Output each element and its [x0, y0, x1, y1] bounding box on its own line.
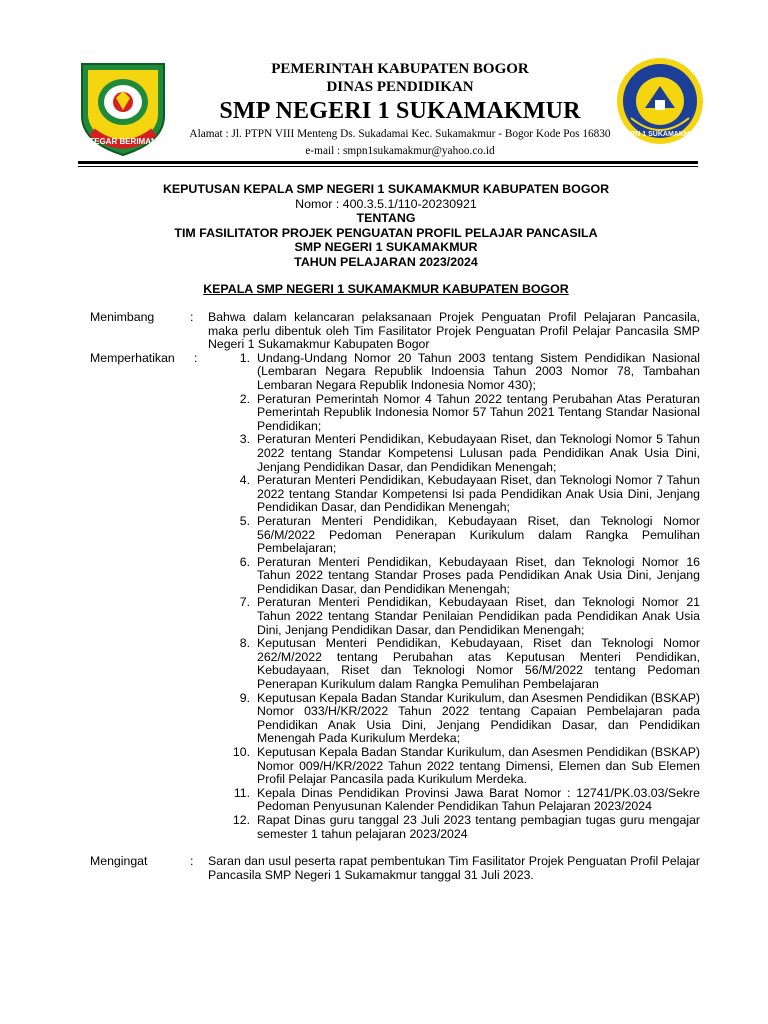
memperhatikan-label: Memperhatikan	[90, 350, 175, 365]
list-item-text: Peraturan Menteri Pendidikan, Kebudayaan Riset, dan Teknologi Nomor 7 Tahun 2022 tentang Standar Kompetensi Isi pada Pendidikan Anak Usia Dini, Jenjang Pendidikan Dasar, dan Pendidikan Menengah;	[257, 473, 700, 515]
list-item-text: Peraturan Menteri Pendidikan, Kebudayaan Riset, dan Teknologi Nomor 5 Tahun 2022 tentang Standar Kompetensi Lulusan pada Pendidikan Anak Usia Dini, Jenjang Pendidikan Dasar, dan Pendidikan Menengah;	[257, 432, 700, 474]
list-item	[228, 596, 700, 637]
decree-number: Nomor : 400.3.5.1/110-20230921	[295, 196, 477, 211]
list-item	[228, 393, 700, 434]
list-item-number: 3.	[239, 432, 250, 447]
decree-subject: TIM FASILITATOR PROJEK PENGUATAN PROFIL PELAJAR PANCASILA	[174, 225, 598, 240]
email-line: e-mail : smpn1sukamakmur@yahoo.co.id	[305, 145, 495, 157]
list-item	[228, 433, 700, 474]
list-item-text: Peraturan Menteri Pendidikan, Kebudayaan Riset, dan Teknologi Nomor 16 Tahun 2022 tentang Standar Proses pada Pendidikan Anak Usia Dini, Jenjang Pendidikan Dasar, dan Pendidikan Menengah;	[257, 554, 700, 596]
list-item	[228, 814, 700, 841]
list-item	[228, 692, 700, 746]
list-item-number: 7.	[239, 595, 250, 610]
list-item-text: Keputusan Kepala Badan Standar Kurikulum, dan Asesmen Pendidikan (BSKAP) Nomor 009/H/KR/2022 Tahun 2022 tentang Dimensi, Elemen dan Sub Elemen Profil Pelajar Pancasila pada Kurikulum Merdeka.	[257, 745, 700, 787]
decree-school: SMP NEGERI 1 SUKAMAKMUR	[294, 240, 478, 255]
list-item-number: 5.	[239, 513, 250, 528]
school-name: SMP NEGERI 1 SUKAMAKMUR	[219, 98, 581, 124]
decree-title	[70, 182, 702, 270]
list-item	[228, 746, 700, 787]
list-item-text: Peraturan Pemerintah Nomor 4 Tahun 2022 tentang Perubahan Atas Peraturan Pemerintah Republik Indonesia Nomor 57 Tahun 2021 Tentang Standar Nasional Pendidikan;	[257, 391, 700, 433]
memperhatikan-list	[228, 352, 700, 841]
list-item-number: 12.	[232, 812, 250, 827]
address-line: Alamat : Jl. PTPN VIII Menteng Ds. Sukadamai Kec. Sukamakmur - Bogor Kode Pos 16830	[189, 128, 611, 140]
decree-body	[90, 311, 700, 882]
mengingat-section	[90, 855, 700, 882]
list-item-number: 11.	[233, 785, 250, 800]
list-item-number: 6.	[239, 554, 250, 569]
menimbang-label: Menimbang	[90, 310, 155, 324]
memperhatikan-colon: :	[194, 350, 198, 365]
list-item	[228, 637, 700, 691]
list-item	[228, 474, 700, 515]
list-item-number: 4.	[239, 473, 250, 488]
svg-text:SMPN 1 SUKAMAKMUR: SMPN 1 SUKAMAKMUR	[620, 131, 700, 138]
letterhead-divider-thick	[78, 161, 698, 164]
list-item	[228, 556, 700, 597]
list-item-text: Undang-Undang Nomor 20 Tahun 2003 tentang Sistem Pendidikan Nasional (Lembaran Negara Republik Indoensia Tahun 2003 Nomor 78, Tambahan Lembaran Negara Republik Indonesia Nomor 430);	[257, 350, 700, 392]
menimbang-section	[90, 311, 700, 352]
section-spacer	[90, 841, 700, 855]
list-item-text: Rapat Dinas guru tanggal 23 Juli 2023 tentang pembagian tugas guru mengajar semester 1 tahun pelajaran 2023/2024	[257, 812, 700, 841]
list-item	[228, 515, 700, 556]
letterhead-divider-thin	[78, 166, 698, 167]
memperhatikan-section	[90, 352, 700, 841]
list-item-text: Peraturan Menteri Pendidikan, Kebudayaan Riset, dan Teknologi Nomor 21 Tahun 2022 tentang Standar Penilaian Pendidikan pada Pendidikan Anak Usia Dini, Jenjang Pendidikan Dasar, dan Pendidikan Menengah;	[257, 595, 700, 637]
bogor-regency-emblem-icon	[78, 58, 168, 158]
mengingat-colon: :	[190, 854, 194, 869]
government-line: PEMERINTAH KABUPATEN BOGOR	[271, 61, 529, 77]
list-item-text: Kepala Dinas Pendidikan Provinsi Jawa Barat Nomor : 12741/PK.03.03/Sekre Pedoman Penyusunan Kalender Pendidikan Tahun Pelajaran 2023/2024	[257, 785, 700, 814]
department-line: DINAS PENDIDIKAN	[326, 79, 474, 95]
list-item	[228, 352, 700, 393]
list-item-number: 2.	[239, 391, 250, 406]
letterhead	[170, 60, 630, 160]
list-item-number: 8.	[239, 636, 250, 651]
menimbang-colon: :	[190, 310, 194, 324]
list-item-number: 1.	[239, 350, 250, 365]
list-item	[228, 787, 700, 814]
decree-year: TAHUN PELAJARAN 2023/2024	[294, 254, 478, 269]
decree-tentang: TENTANG	[356, 211, 416, 226]
decree-heading: KEPUTUSAN KEPALA SMP NEGERI 1 SUKAMAKMUR KABUPATEN BOGOR	[162, 182, 610, 196]
menimbang-text: Bahwa dalam kelancaran pelaksanaan Projek Penguatan Profil Pelajaran Pancasila, maka perlu dibentuk oleh Tim Fasilitator Projek Penguatan Profil Pelajar Pancasila SMP Negeri 1 Sukamakmur Kabupaten Bogor	[208, 310, 700, 352]
principal-heading: KEPALA SMP NEGERI 1 SUKAMAKMUR KABUPATEN BOGOR	[203, 282, 569, 296]
list-item-text: Keputusan Menteri Pendidikan, Kebudayaan, Riset dan Teknologi Nomor 262/M/2022 tentang Perubahan atas Keputusan Menteri Pendidikan, Kebudayaan, Riset dan Teknologi Nomor 56/M/2022 tentang Pedoman Penerapan Kurikulum dalam Rangka Pemulihan Pembelajaran	[257, 636, 700, 692]
mengingat-text: Saran dan usul peserta rapat pembentukan Tim Fasilitator Projek Penguatan Profil Pelajar Pancasila SMP Negeri 1 Sukamakmur tanggal 31 Juli 2023.	[208, 854, 700, 882]
mengingat-label: Mengingat	[90, 854, 148, 869]
list-item-text: Keputusan Kepala Badan Standar Kurikulum, dan Asesmen Pendidikan (BSKAP) Nomor 033/H/KR/2022 Tahun 2022 tentang Capaian Pembelajaran pada Pendidikan Anak Usia Dini, Jenjang Pendidikan Dasar, dan Pendidikan Menengah Pada Kurikulum Merdeka;	[257, 690, 700, 746]
list-item-number: 10.	[232, 745, 250, 759]
svg-text:TEGAR BERIMAN: TEGAR BERIMAN	[89, 137, 157, 146]
list-item-number: 9.	[239, 690, 250, 705]
list-item-text: Peraturan Menteri Pendidikan, Kebudayaan Riset, dan Teknologi Nomor 56/M/2022 Pedoman Penerapan Kurikulum dalam Rangka Pemulihan Pembelajaran;	[257, 513, 700, 556]
